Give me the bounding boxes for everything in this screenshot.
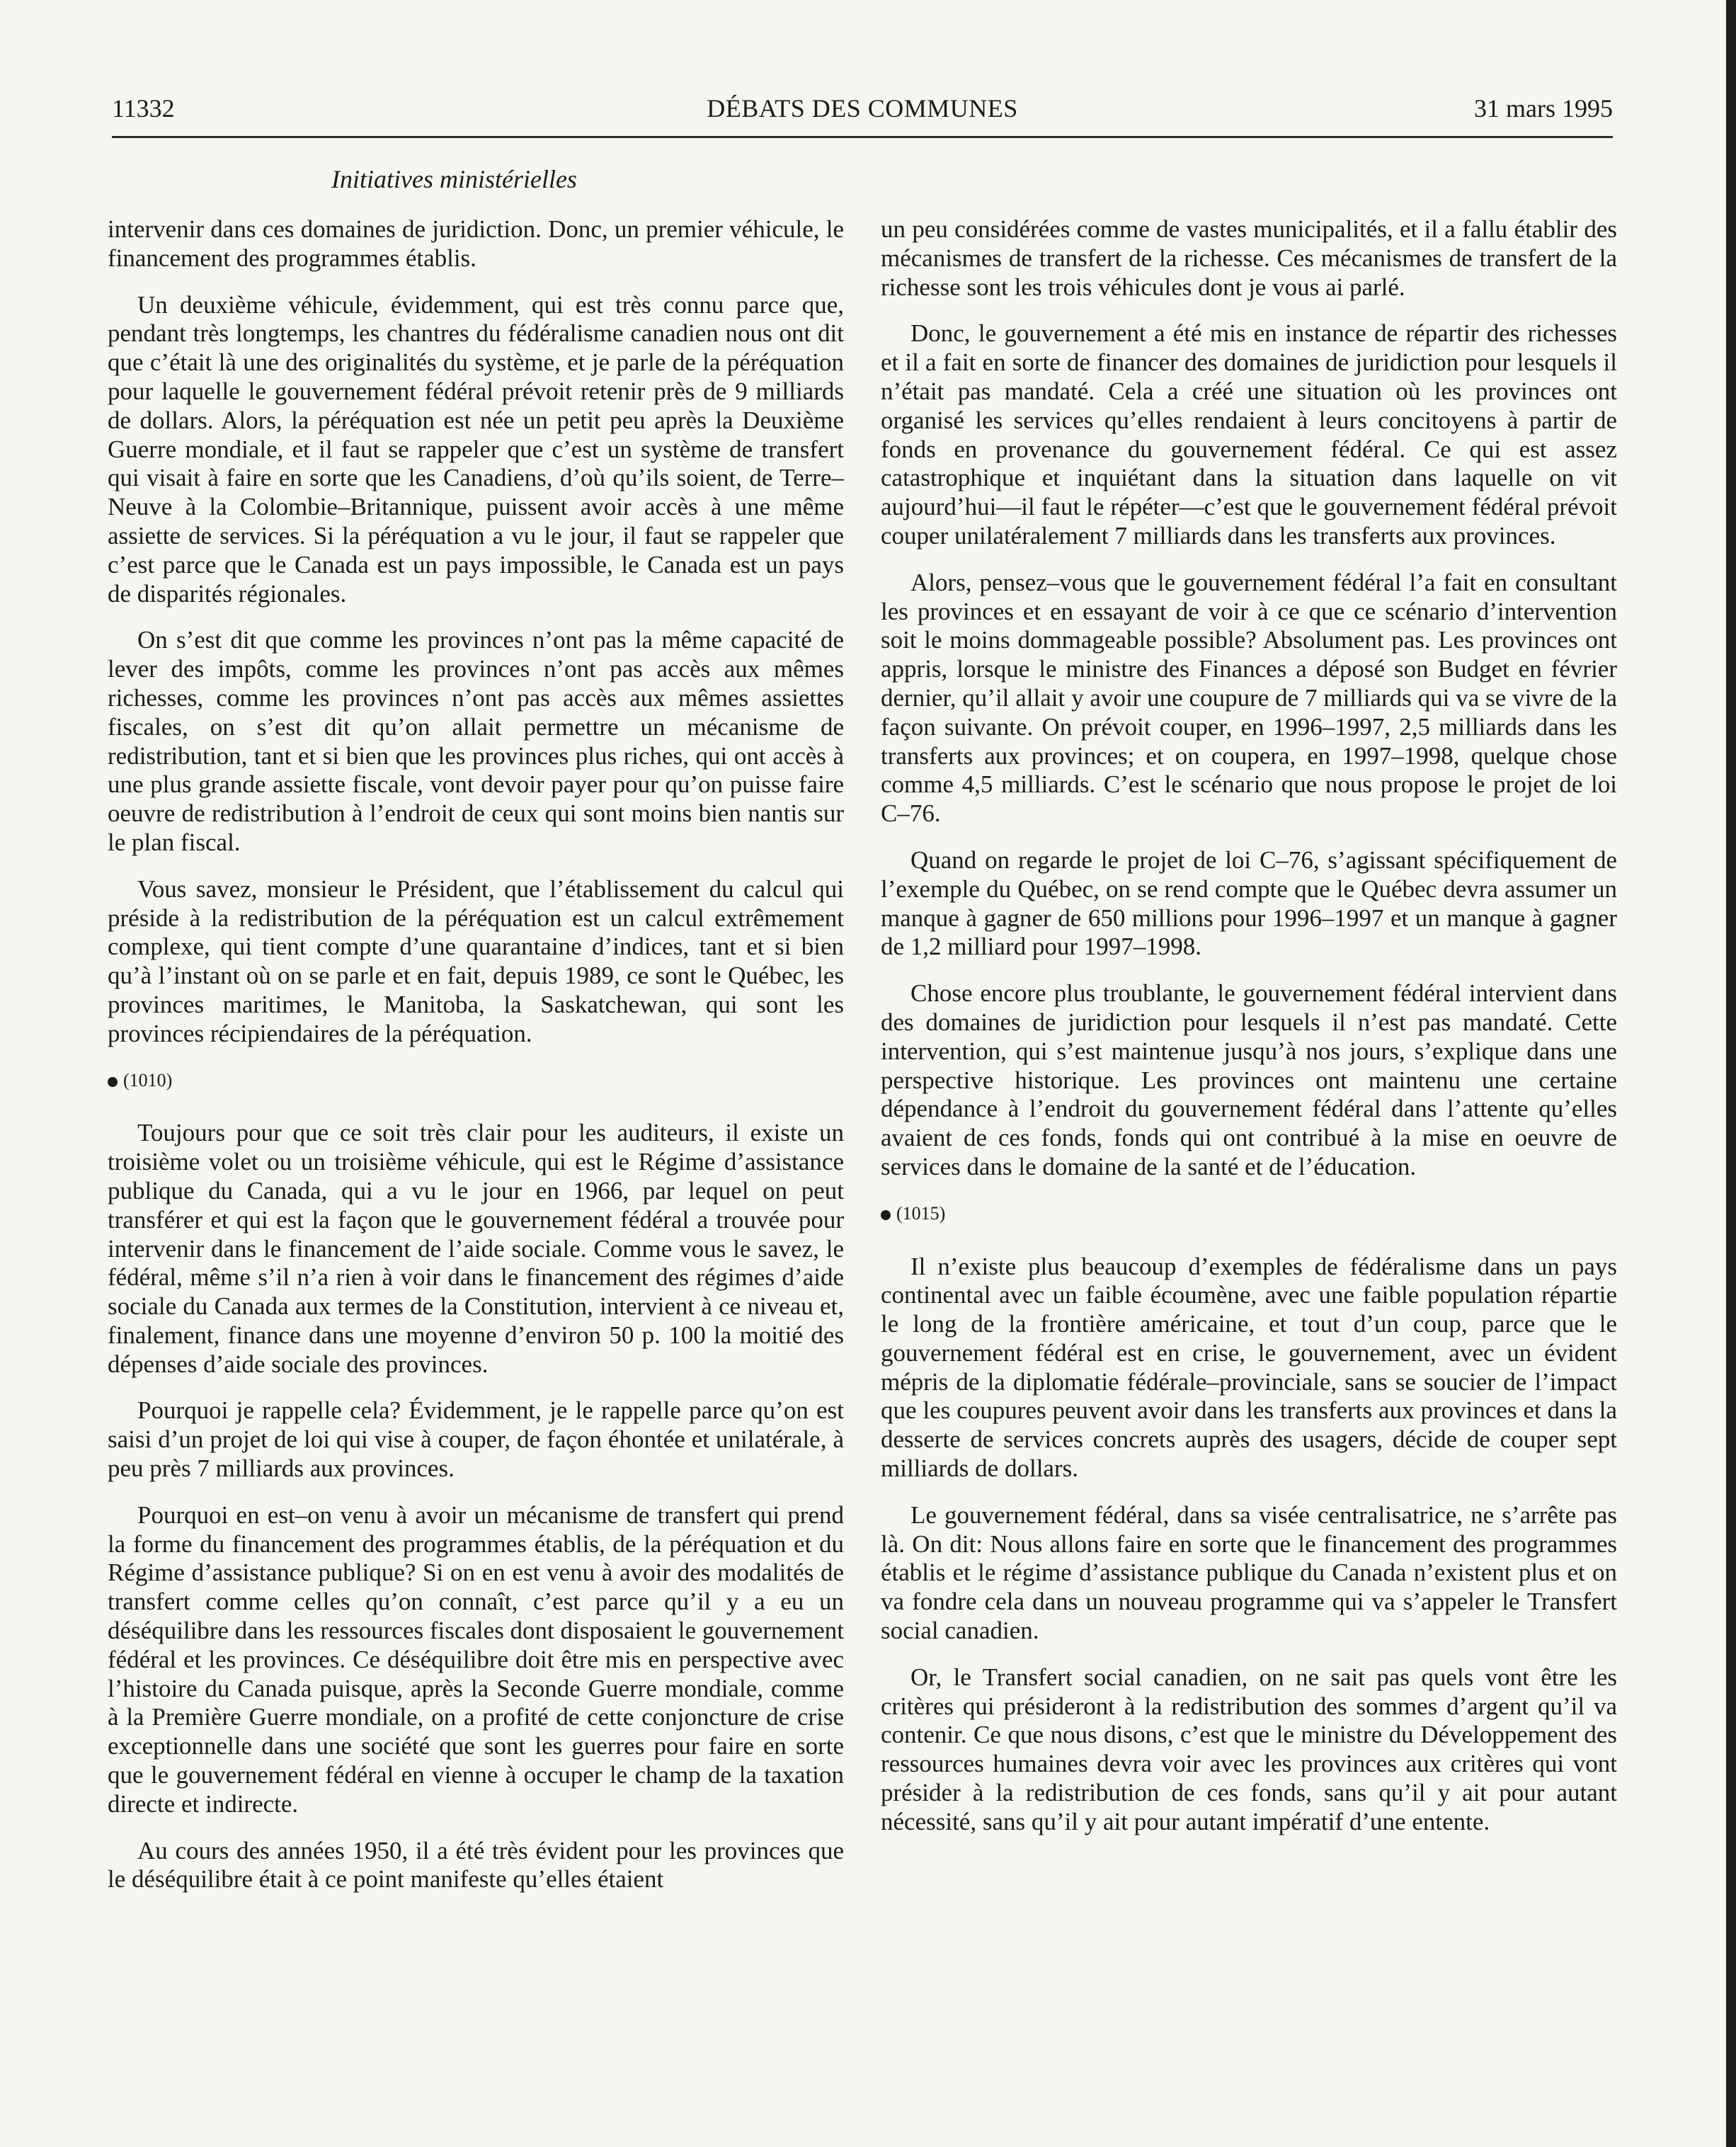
right-column xyxy=(881,215,1617,1855)
paragraph: un peu considérées comme de vastes municipalités, et il a fallu établir des mécanismes de transfert de la richesse. Ces mécanismes de transfert de la richesse sont les trois véhicules dont je vous ai parlé. xyxy=(881,215,1617,301)
left-column xyxy=(108,215,844,1912)
bullet-icon xyxy=(108,1077,118,1087)
time-marker-label: (1010) xyxy=(123,1069,173,1090)
paragraph: Chose encore plus troublante, le gouvernement fédéral intervient dans des domaines de juridiction pour lesquels il n’est pas mandaté. Cette intervention, qui s’est maintenue jusqu’à nos jours, s’explique dans une perspective historique. Les provinces ont maintenu une certaine dépendance à l’endroit du gouvernement fédéral dans l’attente qu’elles avaient de ces fonds, fonds qui ont contribué à la mise en oeuvre de services dans le domaine de la santé et de l’éducation. xyxy=(881,979,1617,1180)
page-header xyxy=(112,93,1613,138)
paragraph: Toujours pour que ce soit très clair pour les auditeurs, il existe un troisième volet ou un troisième véhicule, qui est le Régime d’assistance publique du Canada, qui a vu le jour en 1966, par lequel on peut transférer et qui est la façon que le gouvernement fédéral a trouvée pour intervenir dans le financement de l’aide sociale. Comme vous le savez, le fédéral, même s’il n’a rien à voir dans le financement des régimes d’aide sociale du Canada aux termes de la Constitution, intervient à ce niveau et, finalement, finance dans une moyenne d’environ 50 p. 100 la moitié des dépenses d’aide sociale des provinces. xyxy=(108,1119,844,1378)
paragraph: Un deuxième véhicule, évidemment, qui est très connu parce que, pendant très longtemps, les chantres du fédéralisme canadien nous ont dit que c’était là une des originalités du système, et je parle de la péréquation pour laquelle le gouvernement fédéral prévoit retenir près de 9 milliards de dollars. Alors, la péréquation est née un petit peu après la Deuxième Guerre mondiale, et il faut se rappeler que c’est un système de transfert qui visait à faire en sorte que les Canadiens, d’où qu’ils soient, de Terre–Neuve à la Colombie–Britannique, puissent avoir accès à une même assiette de services. Si la péréquation a vu le jour, il faut se rappeler que c’est parce que le Canada est un pays impossible, le Canada est un pays de disparités régionales. xyxy=(108,290,844,608)
section-title: Initiatives ministérielles xyxy=(331,165,577,193)
paragraph: On s’est dit que comme les provinces n’ont pas la même capacité de lever des impôts, comme les provinces n’ont pas accès aux mêmes richesses, comme les provinces n’ont pas accès aux mêmes assiettes fiscales, on s’est dit qu’on allait permettre un mécanisme de redistribution, tant et si bien que les provinces plus riches, qui ont accès à une plus grande assiette fiscale, vont devoir payer pour qu’on puisse faire oeuvre de redistribution à l’endroit de ceux qui sont moins bien nantis sur le plan fiscal. xyxy=(108,626,844,856)
paragraph: Pourquoi en est–on venu à avoir un mécanisme de transfert qui prend la forme du financement des programmes établis, de la péréquation et du Régime d’assistance publique? Si on en est venu à avoir des modalités de transfert comme celles qu’on connaît, c’est parce qu’il y a eu un déséquilibre dans les ressources fiscales dont disposaient le gouvernement fédéral et les provinces. Ce déséquilibre doit être mis en perspective avec l’histoire du Canada puisque, après la Seconde Guerre mondiale, comme à la Première Guerre mondiale, on a profité de cette conjoncture de crise exceptionnelle dans une société que sont les guerres pour faire en sorte que le gouvernement fédéral en vienne à occuper le champ de la taxation directe et indirecte. xyxy=(108,1500,844,1818)
paragraph: Donc, le gouvernement a été mis en instance de répartir des richesses et il a fait en sorte de financer des domaines de juridiction pour lesquels il n’était pas mandaté. Cela a créé une situation où les provinces ont organisé les services qu’elles rendaient à leurs concitoyens à partir de fonds en provenance du gouvernement fédéral. Ce qui est assez catastrophique et inquiétant dans la situation dans laquelle on vit aujourd’hui—il faut le répéter—c’est que le gouvernement fédéral prévoit couper unilatéralement 7 milliards dans les transferts aux provinces. xyxy=(881,319,1617,549)
paragraph: intervenir dans ces domaines de juridiction. Donc, un premier véhicule, le financement des programmes établis. xyxy=(108,215,844,272)
page-number: 11332 xyxy=(112,94,175,123)
publication-title: DÉBATS DES COMMUNES xyxy=(707,94,1018,123)
time-marker xyxy=(881,1200,1617,1229)
paragraph: Le gouvernement fédéral, dans sa visée centralisatrice, ne s’arrête pas là. On dit: Nous allons faire en sorte que le financement des programmes établis et le régime d’assistance publique du Canada n’existent plus et on va fondre cela dans un nouveau programme qui va s’appeler le Transfert social canadien. xyxy=(881,1500,1617,1645)
time-marker xyxy=(108,1066,844,1095)
paragraph: Alors, pensez–vous que le gouvernement fédéral l’a fait en consultant les provinces et en essayant de voir à ce que ce scénario d’intervention soit le moins dommageable possible? Absolument pas. Les provinces ont appris, lorsque le ministre des Finances a déposé son Budget en février dernier, qu’il allait y avoir une coupure de 7 milliards qui va se vivre de la façon suivante. On prévoit couper, en 1996–1997, 2,5 milliards dans les transferts aux provinces; et on coupera, en 1997–1998, quelque chose comme 4,5 milliards. C’est le scénario que nous propose le projet de loi C–76. xyxy=(881,568,1617,828)
paragraph: Il n’existe plus beaucoup d’exemples de fédéralisme dans un pays continental avec un faible écoumène, avec une faible population répartie le long de la frontière américaine, et tout d’un coup, parce que le gouvernement fédéral est en crise, le gouvernement, avec un évident mépris de la diplomatie fédérale–provinciale, sans se soucier de l’impact que les coupures peuvent avoir dans les transferts aux provinces et dans la desserte de services concrets auprès des usagers, décide de couper sept milliards de dollars. xyxy=(881,1252,1617,1483)
paragraph: Vous savez, monsieur le Président, que l’établissement du calcul qui préside à la redistribution de la péréquation est un calcul extrêmement complexe, qui tient compte d’une quarantaine d’indices, tant et si bien qu’à l’instant où on se parle et en fait, depuis 1989, ce sont le Québec, les provinces maritimes, le Manitoba, la Saskatchewan, qui sont les provinces récipiendaires de la péréquation. xyxy=(108,875,844,1047)
bullet-icon xyxy=(881,1210,891,1220)
paragraph: Pourquoi je rappelle cela? Évidemment, je le rappelle parce qu’on est saisi d’un projet de loi qui vise à couper, de façon éhontée et unilatérale, à peu près 7 milliards aux provinces. xyxy=(108,1396,844,1483)
paragraph: Quand on regarde le projet de loi C–76, s’agissant spécifiquement de l’exemple du Québec, on se rend compte que le Québec devra assumer un manque à gagner de 650 millions pour 1996–1997 et un manque à gagner de 1,2 milliard pour 1997–1998. xyxy=(881,845,1617,961)
paragraph: Au cours des années 1950, il a été très évident pour les provinces que le déséquilibre était à ce point manifeste qu’elles étaient xyxy=(108,1836,844,1893)
time-marker-label: (1015) xyxy=(896,1202,946,1224)
scan-edge xyxy=(1726,0,1736,2147)
paragraph: Or, le Transfert social canadien, on ne sait pas quels vont être les critères qui présideront à la redistribution des sommes d’argent qu’il va contenir. Ce que nous disons, c’est que le ministre du Développement des ressources humaines devra voir avec les provinces aux critères qui vont présider à la redistribution de ces fonds, sans qu’il y ait pour autant nécessité, sans qu’il y ait pour autant impératif d’une entente. xyxy=(881,1663,1617,1835)
issue-date: 31 mars 1995 xyxy=(1474,94,1613,123)
